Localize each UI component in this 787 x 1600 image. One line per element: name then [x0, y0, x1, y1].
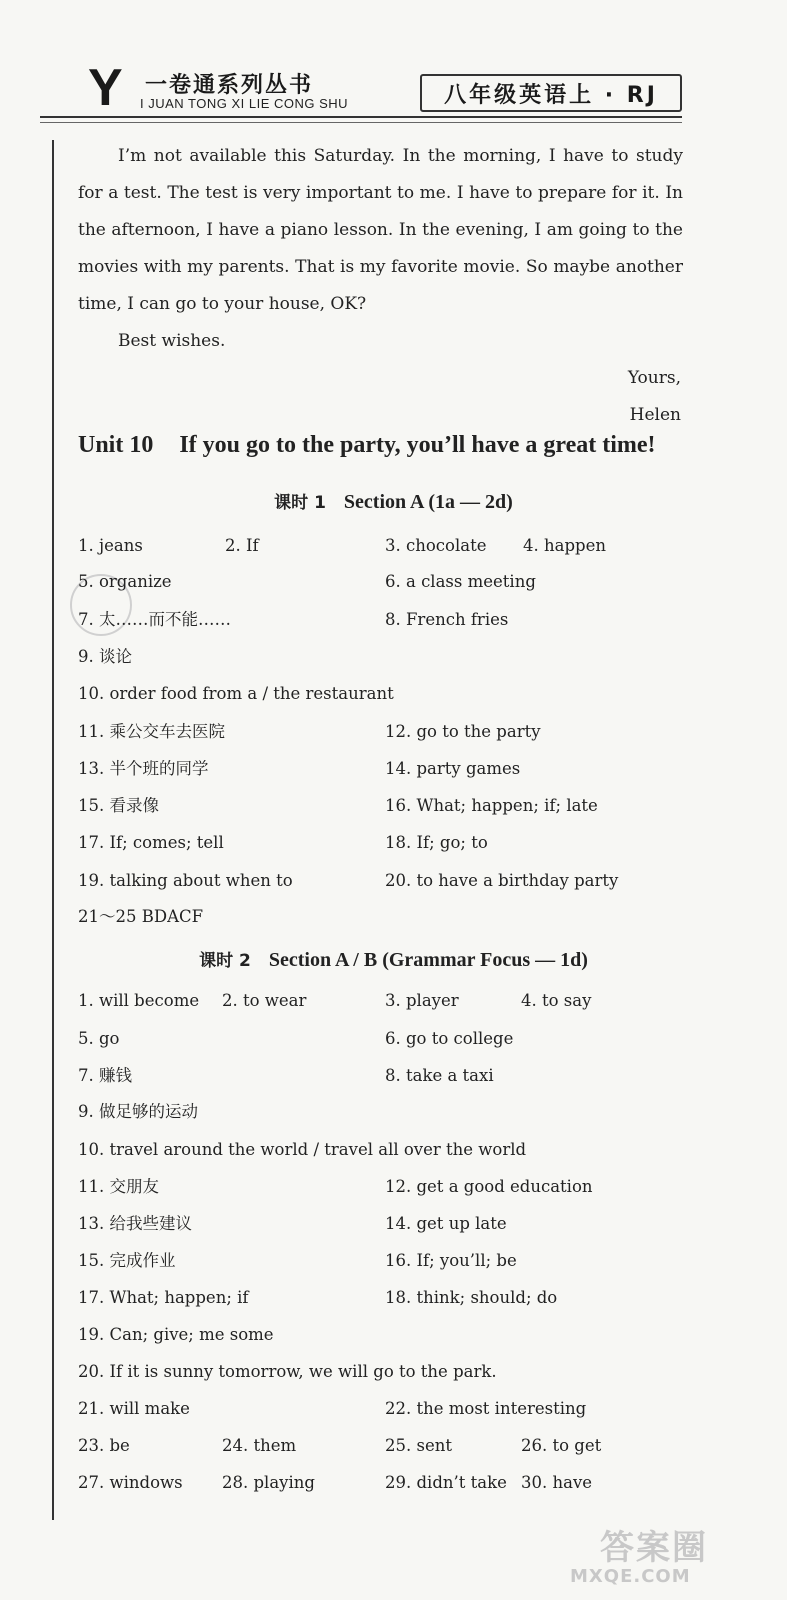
answer-item: 9. 谈论: [78, 647, 132, 666]
answer-item: 21. will make: [78, 1399, 190, 1418]
answer-item: 2. to wear: [222, 991, 307, 1010]
answer-item: 25. sent: [385, 1436, 452, 1455]
answer-item: 11. 交朋友: [78, 1177, 159, 1196]
answer-item: 30. have: [521, 1473, 593, 1492]
header-divider: [40, 116, 682, 123]
letter-signature: Helen: [629, 405, 681, 425]
answer-item: 18. think; should; do: [385, 1288, 558, 1307]
answer-item: 1. will become: [78, 991, 200, 1010]
answer-item: 12. get a good education: [385, 1177, 593, 1196]
lesson-2-label: 课时 2: [199, 951, 251, 971]
letter-paragraph: I’m not available this Saturday. In the morning, I have to study for a test. The test is very important to me. I have to prepare for it. In the afternoon, I have a piano lesson. In the evening, I am going to the movies with my parents. That is my favorite movie. So maybe another time, I can go to your house, OK?: [78, 146, 683, 314]
answer-item: 6. go to college: [385, 1029, 514, 1048]
answer-item: 3. chocolate: [385, 536, 487, 555]
answer-item: 17. What; happen; if: [78, 1288, 249, 1307]
answer-item: 20. to have a birthday party: [385, 871, 619, 890]
answer-item: 6. a class meeting: [385, 572, 536, 591]
answer-item: 13. 给我些建议: [78, 1214, 192, 1233]
answer-item: 29. didn’t take: [385, 1473, 507, 1492]
answer-item: 10. travel around the world / travel all over the world: [78, 1140, 527, 1159]
answer-item: 11. 乘公交车去医院: [78, 722, 225, 741]
letter-wishes: Best wishes.: [118, 331, 226, 351]
answer-item: 19. talking about when to: [78, 871, 293, 890]
answer-item: 10. order food from a / the restaurant: [78, 684, 394, 703]
lesson-1-label: 课时 1: [274, 493, 326, 513]
answer-item: 5. organize: [78, 572, 172, 591]
answer-item: 19. Can; give; me some: [78, 1325, 274, 1344]
answer-item: 7. 赚钱: [78, 1066, 132, 1085]
unit-heading: [78, 432, 688, 459]
answer-item: 3. player: [385, 991, 459, 1010]
series-title: 一卷通系列丛书: [145, 73, 314, 98]
answer-item: 16. What; happen; if; late: [385, 796, 598, 815]
answer-item: 1. jeans: [78, 536, 143, 555]
series-pinyin: I JUAN TONG XI LIE CONG SHU: [140, 96, 349, 111]
answer-item: 12. go to the party: [385, 722, 541, 741]
answer-item: 4. to say: [521, 991, 592, 1010]
answer-item: 23. be: [78, 1436, 130, 1455]
section-2-heading: [0, 946, 787, 972]
answer-item: 9. 做足够的运动: [78, 1102, 198, 1121]
answer-item: 18. If; go; to: [385, 833, 488, 852]
margin-rule: [52, 140, 54, 1520]
answer-item: 14. party games: [385, 759, 521, 778]
grade-label: 八年级英语上 · RJ: [420, 74, 682, 112]
answer-item: 13. 半个班的同学: [78, 759, 209, 778]
unit-number: Unit 10: [78, 432, 154, 458]
answer-item: 20. If it is sunny tomorrow, we will go to the park.: [78, 1362, 497, 1381]
answer-item: 24. them: [222, 1436, 297, 1455]
section-2-title: Section A / B (Grammar Focus — 1d): [268, 949, 588, 971]
watermark-text: 答案圈: [600, 1528, 708, 1568]
answer-item: 8. take a taxi: [385, 1066, 494, 1085]
watermark-url: MXQE.COM: [570, 1566, 691, 1587]
answer-item: 22. the most interesting: [385, 1399, 587, 1418]
answer-item: 16. If; you’ll; be: [385, 1251, 517, 1270]
answer-item: 15. 完成作业: [78, 1251, 176, 1270]
answer-item: 14. get up late: [385, 1214, 507, 1233]
answer-item: 28. playing: [222, 1473, 315, 1492]
answer-item: 21～25 BDACF: [78, 907, 204, 926]
answer-item: 4. happen: [523, 536, 606, 555]
letter-text: [78, 138, 683, 434]
section-1-title: Section A (1a — 2d): [343, 491, 513, 513]
answer-item: 26. to get: [521, 1436, 602, 1455]
letter-yours: Yours,: [627, 368, 681, 388]
unit-title: If you go to the party, you’ll have a great time!: [179, 432, 656, 458]
answer-item: 7. 太……而不能……: [78, 610, 231, 629]
answer-item: 5. go: [78, 1029, 120, 1048]
answer-item: 17. If; comes; tell: [78, 833, 224, 852]
site-watermark: [565, 1520, 765, 1587]
answer-item: 8. French fries: [385, 610, 509, 629]
page-header: [0, 0, 787, 125]
answer-item: 15. 看录像: [78, 796, 159, 815]
section-1-heading: [0, 488, 787, 514]
answer-item: 27. windows: [78, 1473, 183, 1492]
answer-item: 2. If: [225, 536, 259, 555]
series-logo: Y: [88, 59, 123, 117]
